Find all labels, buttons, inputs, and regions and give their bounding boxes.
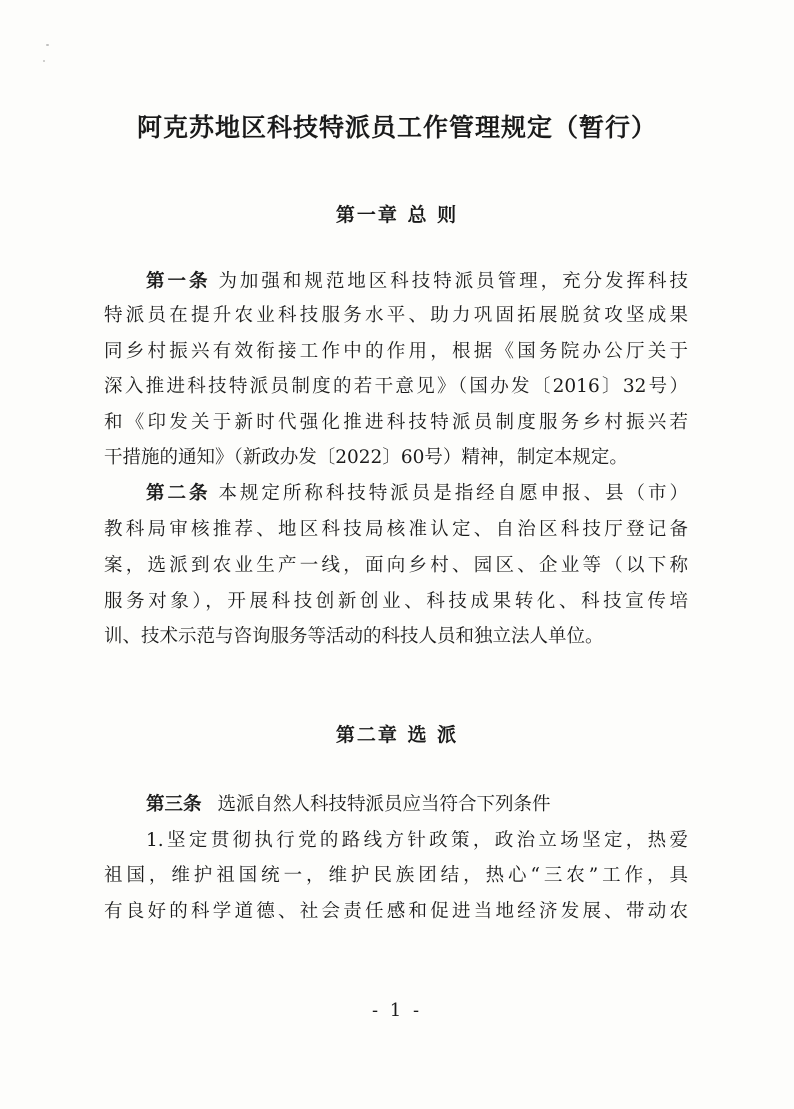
article-3-lead: 第三条 bbox=[146, 794, 202, 815]
article-3-text: 选派自然人科技特派员应当符合下列条件 bbox=[217, 794, 551, 815]
article-2-line-1 bbox=[146, 482, 688, 506]
article-1-line-6: 干措施的通知》（新政办发〔2022〕60号）精神，制定本规定。 bbox=[104, 447, 628, 468]
article-2-line-5: 训、技术示范与咨询服务等活动的科技人员和独立法人单位。 bbox=[104, 626, 604, 647]
article-1-text: 为加强和规范地区科技特派员管理，充分发挥科技 bbox=[218, 271, 688, 292]
article-1-lead: 第一条 bbox=[146, 271, 211, 292]
article-1-line-2: 特派员在提升农业科技服务水平、助力巩固拓展脱贫攻坚成果 bbox=[104, 305, 688, 326]
article-2-line-2: 教科局审核推荐、地区科技局核准认定、自治区科技厅登记备 bbox=[104, 519, 688, 540]
chapter-1-heading: 第一章 总 则 bbox=[335, 204, 459, 226]
article-2-text: 本规定所称科技特派员是指经自愿申报、县（市） bbox=[218, 483, 688, 504]
article-2-lead: 第二条 bbox=[146, 483, 211, 504]
scan-speck bbox=[46, 44, 49, 46]
article-1-line-1 bbox=[146, 270, 688, 294]
article-3-line-1 bbox=[146, 793, 688, 817]
item-1-line-3: 有良好的科学道德、社会责任感和促进当地经济发展、带动农 bbox=[104, 901, 688, 922]
chapter-2-heading: 第二章 选 派 bbox=[335, 724, 459, 746]
page-number: - 1 - bbox=[371, 1000, 423, 1021]
article-1-line-4: 深入推进科技特派员制度的若干意见》（国办发〔2016〕32号） bbox=[104, 376, 688, 397]
item-1-line-2: 祖国，维护祖国统一，维护民族团结，热心“三农”工作，具 bbox=[104, 865, 688, 886]
article-1-line-3: 同乡村振兴有效衔接工作中的作用，根据《国务院办公厅关于 bbox=[104, 341, 688, 362]
article-2-line-4: 服务对象），开展科技创新创业、科技成果转化、科技宣传培 bbox=[104, 591, 688, 612]
article-2-line-3: 案，选派到农业生产一线，面向乡村、园区、企业等（以下称 bbox=[104, 555, 688, 576]
scan-speck bbox=[43, 60, 45, 62]
article-1-line-5: 和《印发关于新时代强化推进科技特派员制度服务乡村振兴若 bbox=[104, 412, 688, 433]
item-1-line-1: 1.坚定贯彻执行党的路线方针政策，政治立场坚定，热爱 bbox=[146, 830, 688, 851]
document-title: 阿克苏地区科技特派员工作管理规定（暂行） bbox=[136, 113, 657, 142]
